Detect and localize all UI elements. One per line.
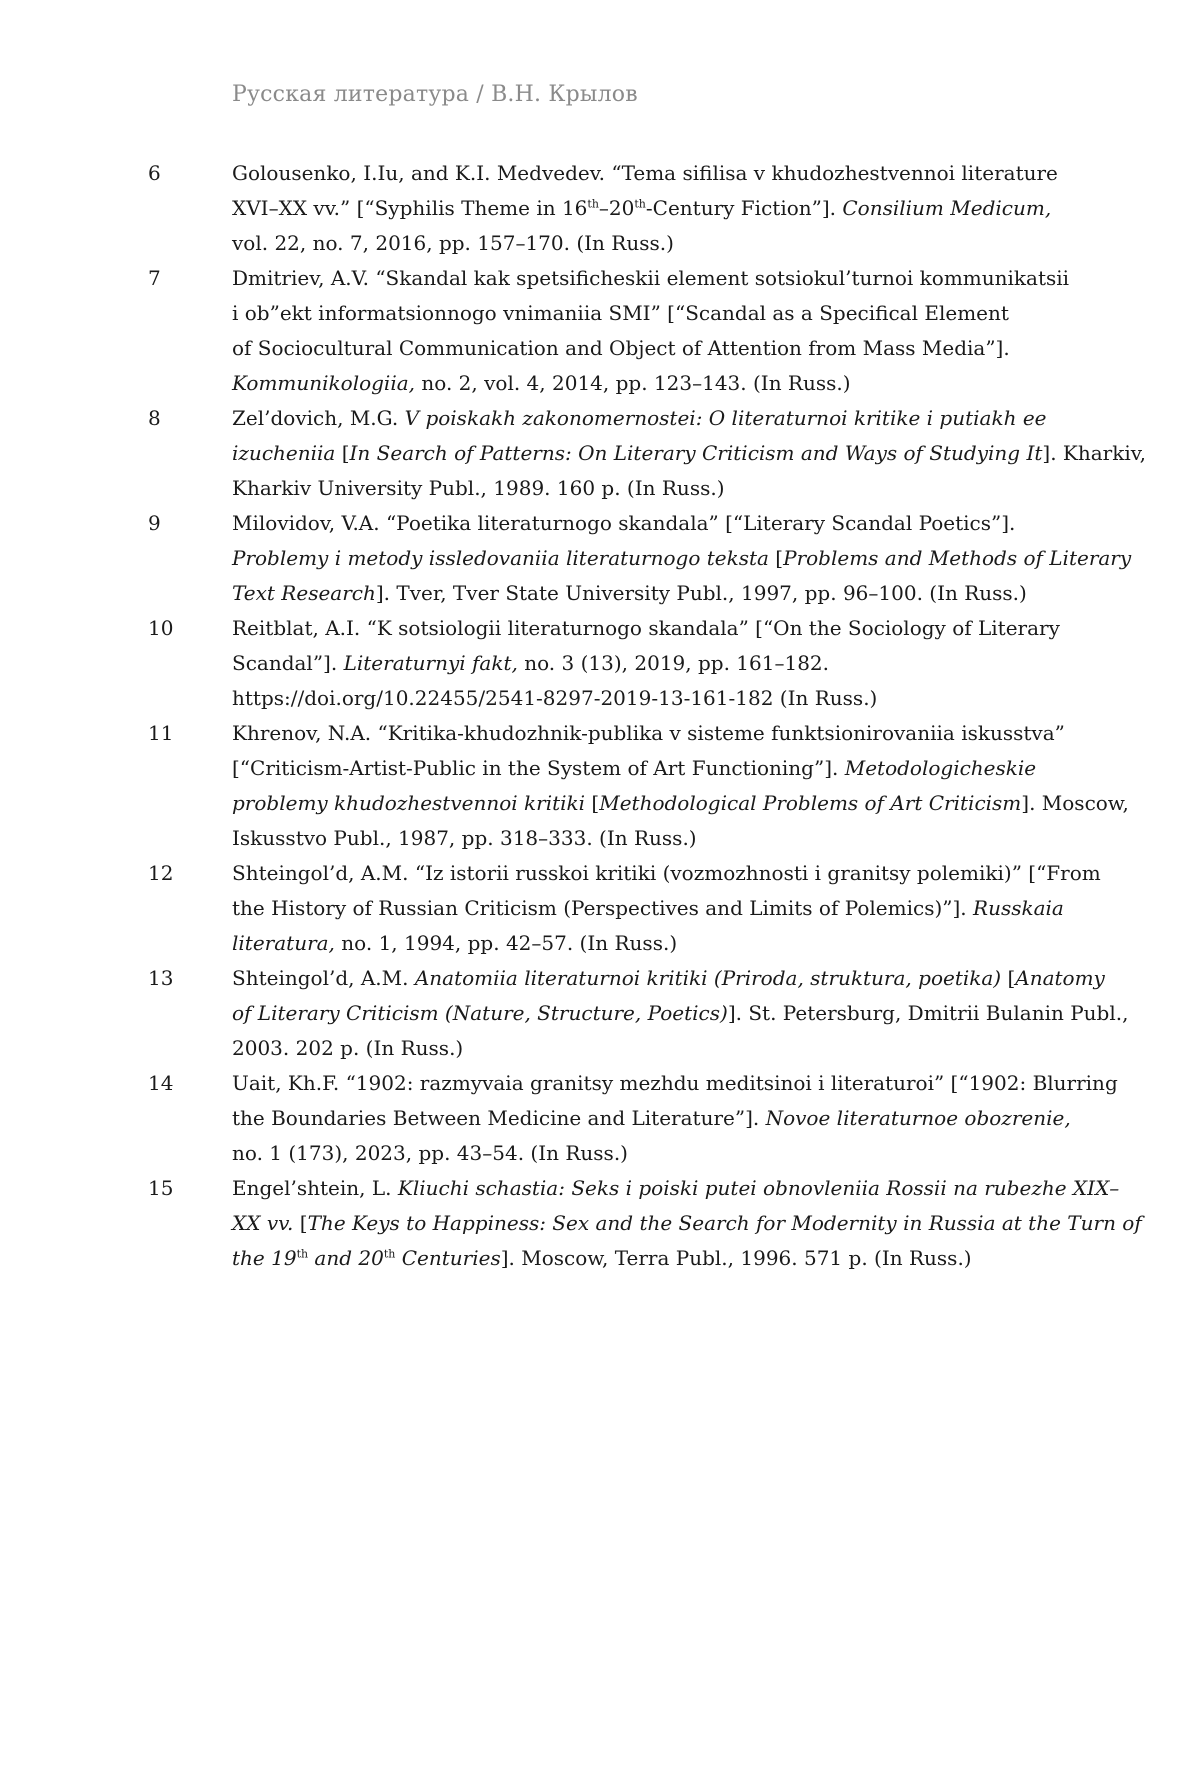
reference-line: vol. 22, no. 7, 2016, pp. 157–170. (In Russ.): [232, 231, 674, 255]
reference-line: of Sociocultural Communication and Object of Attention from Mass Media”].: [232, 336, 1010, 360]
reference-item: [148, 261, 1098, 401]
reference-number: 8: [148, 406, 161, 430]
reference-text: [232, 716, 1129, 856]
reference-line: Problemy i metody issledovaniia literaturnogo teksta [Problems and Methods of Literary: [232, 546, 1132, 570]
reference-number: 12: [148, 861, 174, 885]
reference-line: Kharkiv University Publ., 1989. 160 p. (In Russ.): [232, 476, 725, 500]
reference-item: [148, 401, 1147, 506]
reference-text: [232, 1066, 1118, 1171]
reference-line: Scandal”]. Literaturnyi fakt, no. 3 (13), 2019, pp. 161–182.: [232, 651, 830, 675]
reference-number: 14: [148, 1071, 174, 1095]
reference-line: 2003. 202 p. (In Russ.): [232, 1036, 464, 1060]
running-head: Русская литература / В.Н. Крылов: [232, 82, 638, 107]
reference-line: izucheniia [In Search of Patterns: On Literary Criticism and Ways of Studying It]. Kharkiv,: [232, 441, 1147, 465]
reference-line: XVI–XX vv.” [“Syphilis Theme in 16th–20th-Century Fiction”]. Consilium Medicum,: [232, 196, 1052, 220]
reference-line: Engel’shtein, L. Kliuchi schastia: Seks i poiski putei obnovleniia Rossii na rubezhe XIX–: [232, 1176, 1120, 1200]
reference-item: [148, 506, 1132, 611]
reference-text: [232, 506, 1132, 611]
reference-line: Golousenko, I.Iu, and K.I. Medvedev. “Tema sifilisa v khudozhestvennoi literature: [232, 161, 1058, 185]
reference-item: [148, 611, 1098, 716]
reference-number: 13: [148, 966, 174, 990]
reference-item: [148, 961, 1129, 1066]
reference-text: [232, 261, 1092, 401]
reference-line: the 19th and 20th Centuries]. Moscow, Terra Publ., 1996. 571 p. (In Russ.): [232, 1246, 972, 1270]
reference-item: [148, 856, 1101, 961]
reference-line: i ob”ekt informatsionnogo vnimaniia SMI” [“Scandal as a Specifical Element: [232, 301, 1009, 325]
reference-item: [148, 156, 1098, 261]
reference-line: the History of Russian Criticism (Perspectives and Limits of Polemics)”]. Russkaia: [232, 896, 1064, 920]
reference-line: Kommunikologiia, no. 2, vol. 4, 2014, pp. 123–143. (In Russ.): [232, 371, 851, 395]
reference-line: Text Research]. Tver, Tver State University Publ., 1997, pp. 96–100. (In Russ.): [232, 581, 1027, 605]
reference-text: [232, 1171, 1142, 1276]
reference-text: [232, 961, 1129, 1066]
reference-item: [148, 1066, 1118, 1171]
reference-number: 11: [148, 721, 174, 745]
reference-item: [148, 716, 1129, 856]
reference-line: Khrenov, N.A. “Kritika-khudozhnik-publika v sisteme funktsionirovaniia iskusstva”: [232, 721, 1065, 745]
reference-line: Shteingol’d, A.M. Anatomiia literaturnoi kritiki (Priroda, struktura, poetika) [Anatomy: [232, 966, 1105, 990]
reference-line: Uait, Kh.F. “1902: razmyvaia granitsy mezhdu meditsinoi i literaturoi” [“1902: Blurring: [232, 1071, 1118, 1095]
reference-text: [232, 401, 1147, 506]
reference-line: Iskusstvo Publ., 1987, pp. 318–333. (In Russ.): [232, 826, 697, 850]
reference-number: 9: [148, 511, 161, 535]
reference-text: [232, 611, 1092, 716]
reference-number: 15: [148, 1176, 174, 1200]
reference-item: [148, 1171, 1142, 1276]
reference-line: Shteingol’d, A.M. “Iz istorii russkoi kritiki (vozmozhnosti i granitsy polemiki)” [“From: [232, 861, 1101, 885]
reference-list: [148, 156, 1147, 1276]
reference-number: 10: [148, 616, 174, 640]
reference-line: problemy khudozhestvennoi kritiki [Methodological Problems of Art Criticism]. Moscow,: [232, 791, 1129, 815]
doi-link[interactable]: https://doi.org/10.22455/2541-8297-2019-13-161-182 (In Russ.): [232, 686, 878, 710]
reference-line: Reitblat, A.I. “K sotsiologii literaturnogo skandala” [“On the Sociology of Literary: [232, 616, 1060, 640]
reference-line: of Literary Criticism (Nature, Structure, Poetics)]. St. Petersburg, Dmitrii Bulanin Publ.,: [232, 1001, 1129, 1025]
reference-line: literatura, no. 1, 1994, pp. 42–57. (In Russ.): [232, 931, 678, 955]
reference-line: Milovidov, V.A. “Poetika literaturnogo skandala” [“Literary Scandal Poetics”].: [232, 511, 1016, 535]
reference-line: Zel’dovich, M.G. V poiskakh zakonomernostei: O literaturnoi kritike i putiakh ee: [232, 406, 1047, 430]
reference-line: Dmitriev, A.V. “Skandal kak spetsificheskii element sotsiokul’turnoi kommunikatsii: [232, 266, 1070, 290]
reference-number: 7: [148, 266, 161, 290]
reference-text: [232, 156, 1092, 261]
reference-number: 6: [148, 161, 161, 185]
reference-line: [“Criticism-Artist-Public in the System of Art Functioning”]. Metodologicheskie: [232, 756, 1037, 780]
reference-text: [232, 856, 1101, 961]
reference-line: no. 1 (173), 2023, pp. 43–54. (In Russ.): [232, 1141, 628, 1165]
reference-line: XX vv. [The Keys to Happiness: Sex and the Search for Modernity in Russia at the Turn of: [232, 1211, 1142, 1235]
reference-line: the Boundaries Between Medicine and Literature”]. Novoe literaturnoe obozrenie,: [232, 1106, 1071, 1130]
